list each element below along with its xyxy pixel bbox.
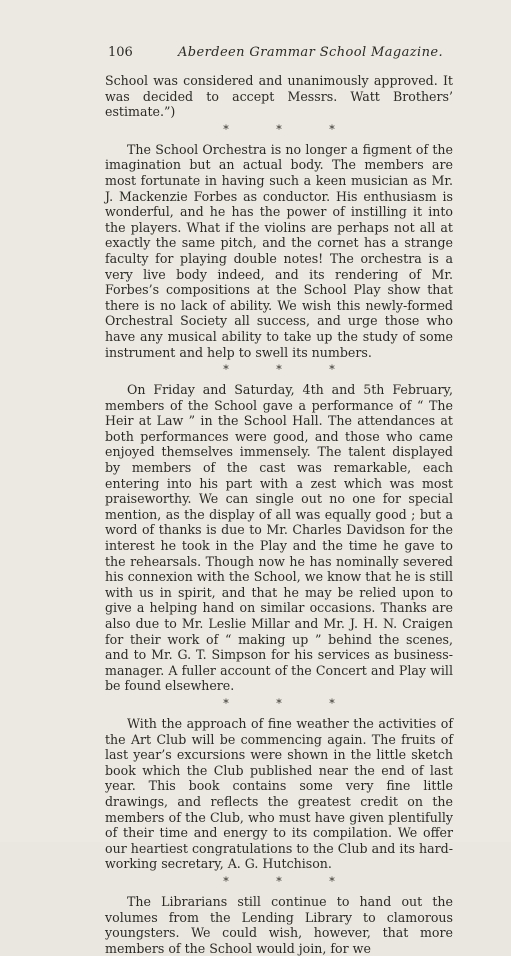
article-body <box>105 73 453 956</box>
paragraph-school-approval: School was considered and unanimously approved. It was decided to accept Messrs. Watt Brothers’ estimate.”) <box>105 73 453 120</box>
paragraph-school-orchestra: The School Orchestra is no longer a figment of the imagination but an actual body. The members are most fortunate in having such a keen musician as Mr. J. Mackenzie Forbes as conductor. His enthusiasm is wonderful, and he has the power of instilling it into the players. What if the violins are perhaps not all at exactly the same pitch, and the cornet has a strange faculty for playing double notes! The orchestra is a very live body indeed, and its rendering of Mr. Forbes’s compositions at the School Play show that there is no lack of ability. We wish this newly-formed Orchestral Society all success, and urge those who have any musical ability to take up the study of some instrument and help to swell its numbers. <box>105 141 453 360</box>
paragraph-school-play: On Friday and Saturday, 4th and 5th February, members of the School gave a performance of “ The Heir at Law ” in the School Hall. The attendances at both performances were good, and those who came enjoyed themselves immensely. The talent displayed by members of the cast was remarkable, each entering into his part with a zest which was most praiseworthy. We can single out no one for special mention, as the display of all was equally good ; but a word of thanks is due to Mr. Charles Davidson for the interest he took in the Play and the time he gave to the rehearsals. Though now he has nominally severed his connexion with the School, we know that he is still with us in spirit, and that he may be relied upon to give a helping hand on similar occasions. Thanks are also due to Mr. Leslie Millar and Mr. J. H. N. Craigen for their work of “ making up ” behind the scenes, and to Mr. G. T. Simpson for his services as business-manager. A fuller account of the Concert and Play will be found elsewhere. <box>105 382 453 694</box>
section-separator: * * * <box>223 122 357 136</box>
page-number: 106 <box>108 45 133 60</box>
paragraph-librarians: The Librarians still continue to hand out the volumes from the Lending Library to clamorous youngsters. We could wish, however, that more members of the School would join, for we <box>105 893 453 956</box>
section-separator: * * * <box>223 696 357 710</box>
paragraph-art-club: With the approach of fine weather the activities of the Art Club will be commencing again. The fruits of last year’s excursions were shown in the little sketch book which the Club published near the end of last year. This book contains some very fine little drawings, and reflects the greatest credit on the members of the Club, who must have given plentifully of their time and energy to its compilation. We offer our heartiest congratulations to the Club and its hard-working secretary, A. G. Hutchison. <box>105 715 453 872</box>
section-separator: * * * <box>223 363 357 377</box>
section-separator: * * * <box>223 874 357 888</box>
running-title: Aberdeen Grammar School Magazine. <box>178 45 443 60</box>
page-header <box>108 45 448 63</box>
